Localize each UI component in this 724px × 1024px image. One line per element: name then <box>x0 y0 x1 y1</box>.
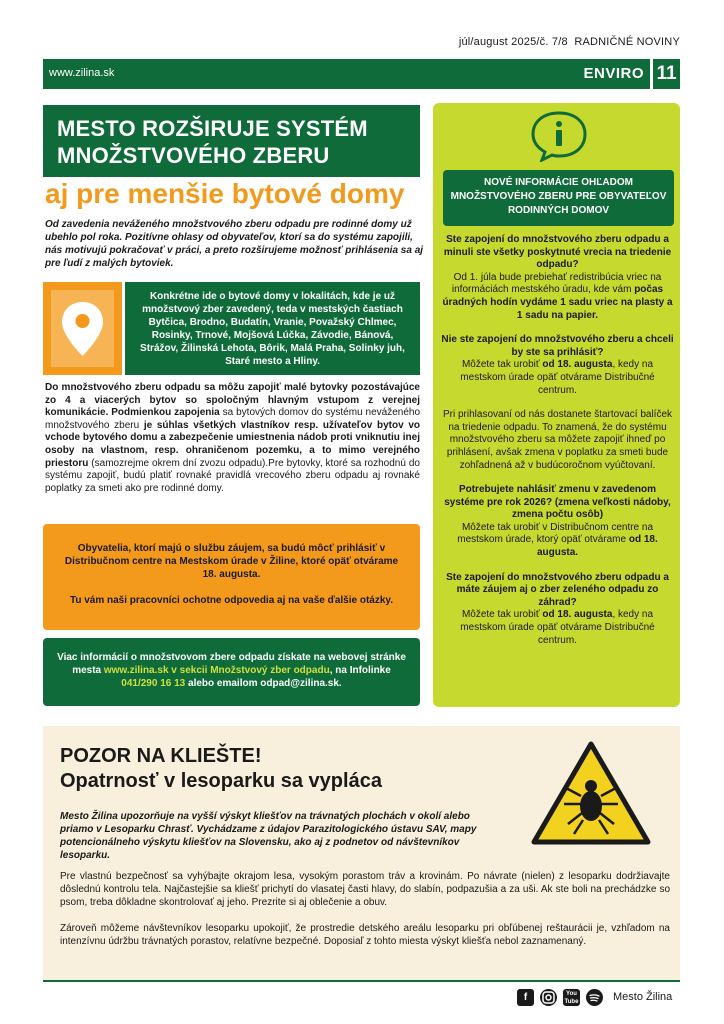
info-bubble-icon <box>528 110 590 162</box>
location-pin-box <box>43 282 122 375</box>
article-subheadline: aj pre menšie bytové domy <box>45 178 405 209</box>
contact-info-box <box>43 638 420 706</box>
body-text-2: (samozrejme okrem dní zvozu odpadu).Pre bytovky, ktoré sa rozhodnú do systému zapojiť, budú platiť rovnaké pravidlá vrecového zberu odpadu aj rovnaké poplatky za smeti ako pre rodinné domy. <box>45 457 420 494</box>
ticks-title-line-1: POZOR NA KLIEŠTE! <box>60 745 262 767</box>
body-intro: Do množstvového zberu odpadu sa môžu zapojiť malé bytovky pozostávajúce zo 4 a viacerých bytov so spoločným hlavným vstupom z verejnej komunikácie. <box>45 382 420 419</box>
faq-answer-green-text-1: Môžete tak urobiť <box>461 609 540 621</box>
site-url-link[interactable]: www.zilina.sk <box>49 67 115 79</box>
faq-answer-bags <box>441 272 674 322</box>
section-label: ENVIRO <box>583 65 644 82</box>
tick-warning-sign-icon <box>528 738 654 850</box>
faq-answer-change <box>441 522 674 560</box>
website-section-link[interactable]: www.zilina.sk v sekcii Množstvový zber odpadu <box>103 665 330 676</box>
faq-answer-green-date: od 18. augusta <box>542 609 613 621</box>
footer-divider <box>43 980 680 982</box>
registration-text: Obyvatelia, ktorí majú o službu záujem, sa budú môcť prihlásiť v Distribučnom centre na Mestskom úrade v Žiline, ktoré opäť otvárame 18. augusta. <box>64 543 399 580</box>
location-pin-background <box>51 290 114 367</box>
social-links <box>517 989 603 1006</box>
faq-answer-change-date: od 18. augusta. <box>536 534 658 559</box>
facebook-icon[interactable]: f <box>517 989 534 1006</box>
ticks-body-2: Zároveň môžeme návštevníkov lesoparku upokojiť, že prostredie detského areálu lesoparku pri obľúbenej reštaurácii je, vzhľadom na intenzívnu údržbu trávnatých porastov, relatívne bezpečné. Doposiaľ z tohto miesta výskyt kliešťa nebol zaznamenaný. <box>60 923 670 947</box>
instagram-icon[interactable] <box>540 989 557 1006</box>
headline-line-1: MESTO ROZŠIRUJE SYSTÉM <box>57 116 368 141</box>
faq-answer-green-waste <box>441 609 674 647</box>
faq-question-change: Potrebujete nahlásiť zmenu v zavedenom systéme pre rok 2026? (zmena veľkosti nádoby, zmena počtu osôb) <box>444 484 671 521</box>
faq-question-register: Nie ste zapojení do množstvového zberu a chceli by ste sa prihlásiť? <box>441 334 674 358</box>
faq-answer-starter-kit: Pri prihlasovaní od nás dostanete štartovací balíček na triedenie odpadu. To znamená, že do systému množstvového zberu sa môžete zapojiť ihneď po prihlásení, avšak zmena v poplatku za smeti bude zohľadnená až v budúcoročnom vyúčtovaní. <box>442 409 673 471</box>
faq-answer-change-text: Môžete tak urobiť v Distribučnom centre na mestskom úrade, ktorý opäť otvárame <box>457 521 654 546</box>
faq-answer-register-text-1: Môžete tak urobiť <box>461 359 540 371</box>
faq-content <box>441 234 674 647</box>
faq-question-bags: Ste zapojení do množstvového zberu odpadu a minuli ste všetky poskytnuté vrecia na triedenie odpadu? <box>443 234 672 271</box>
youtube-icon[interactable]: You Tube <box>564 991 579 1005</box>
faq-answer-green-text-2: , kedy na mestskom úrade opäť otvárame Distribučné centrum. <box>460 609 655 646</box>
body-condition-label: Podmienkou zapojenia <box>111 407 220 419</box>
faq-answer-bags-bold: počas úradných hodín vydáme 1 sadu vriec na plasty a 1 sadu na papier. <box>442 284 673 321</box>
ticks-title <box>60 744 382 794</box>
newspaper-name: RADNIČNÉ NOVINY <box>574 36 680 48</box>
issue-line <box>459 36 680 48</box>
faq-heading: NOVÉ INFORMÁCIE OHĽADOM MNOŽSTVOVÉHO ZBERU PRE OBYVATEĽOV RODINNÝCH DOMOV <box>443 170 674 226</box>
article-body <box>45 382 420 495</box>
faq-answer-register-text-2: , kedy na mestskom úrade opäť otvárame Distribučné centrum. <box>460 359 655 396</box>
body-condition-text: je súhlas všetkých vlastníkov resp. užívateľov bytov vo vchode bytového domu a zabezpečenie umiestnenia nádob proti vniknutiu inej osoby na vlastnom, resp. ohraničenom pozemku, a to mimo verejného priestoru <box>45 419 420 469</box>
page-number: 11 <box>650 59 680 89</box>
ticks-lead: Mesto Žilina upozorňuje na vyšší výskyt kliešťov na trávnatých plochách v okolí alebo priamo v Lesoparku Chrasť. Vychádzame z údajov Parazitologického ústavu SAV, mapy potencionálneho výskytu kliešťov na Slovensku, ako aj z podnetov od návštevníkov lesoparku. <box>60 811 477 861</box>
contact-text-1: Viac informácií o množstvovom zbere odpadu získate na webovej stránke mesta <box>57 652 406 676</box>
location-pin-icon <box>51 290 114 367</box>
headline-line-2: MNOŽSTVOVÉHO ZBERU <box>57 143 330 168</box>
article-headline <box>43 105 420 177</box>
spotify-icon[interactable] <box>586 989 603 1006</box>
faq-answer-register <box>441 359 674 397</box>
ticks-title-line-2: Opatrnosť v lesoparku sa vypláca <box>60 770 382 792</box>
faq-question-green-waste: Ste zapojení do množstvového zberu odpadu a máte záujem aj o zber zeleného odpadu zo záhrad? <box>446 571 669 608</box>
faq-answer-register-date: od 18. augusta <box>542 359 613 371</box>
contact-text-2: , na Infolinke <box>329 665 391 676</box>
ticks-body-1: Pre vlastnú bezpečnosť sa vyhýbajte okrajom lesa, vysokým porastom tráv a krovinám. Po návrate (nielen) z lesoparku dodržiavajte dôslednú kontrolu tela. Najčastejšie sa kliešť prichytí do vlasatej časti hlavy, do slabín, podpazušia a za uši. Ak ste boli na prechádzke so psom, treba dôkladne skontrolovať aj jeho. Prezrite si aj oblečenie a obuv. <box>60 871 670 908</box>
section-bar <box>43 59 680 89</box>
faq-answer-bags-text: Od 1. júla bude prebiehať redistribúcia vriec na informáciách mestského úradu, kde vám <box>451 271 662 296</box>
article-lead: Od zavedenia neváženého množstvového zberu odpadu pre rodinné domy už ubehlo pol roka. Pozitívne ohlasy od obyvateľov, ktorí sa do systému zapojili, nás motivujú pokračovať v práci, a preto rozširujeme možnosť prihlásenia sa aj pre ľudí z malých bytoviek. <box>45 219 424 269</box>
registration-help-text: Tu vám naši pracovníci ochotne odpovedia aj na vaše ďalšie otázky. <box>69 595 394 606</box>
registration-box <box>43 524 420 630</box>
issue-date: júl/august 2025/č. 7/8 <box>458 36 568 48</box>
footer-brand: Mesto Žilina <box>613 991 673 1003</box>
infoline-phone[interactable]: 041/290 16 13 <box>121 678 186 689</box>
body-text-1: sa bytových domov do systému neváženého množstvového zberu <box>45 407 421 431</box>
localities-box: Konkrétne ide o bytové domy v lokalitách, kde je už množstvový zber zavedený, teda v mestských častiach Bytčica, Brodno, Budatín, Vranie, Považský Chlmec, Rosinky, Trnové, Mojšová Lúčka, Závodie, Bánová, Strážov, Žilinská Lehota, Bôrik, Malá Praha, Solinky juh, Staré mesto a Hliny. <box>125 282 420 375</box>
contact-text-3: alebo emailom odpad@zilina.sk. <box>188 678 342 689</box>
